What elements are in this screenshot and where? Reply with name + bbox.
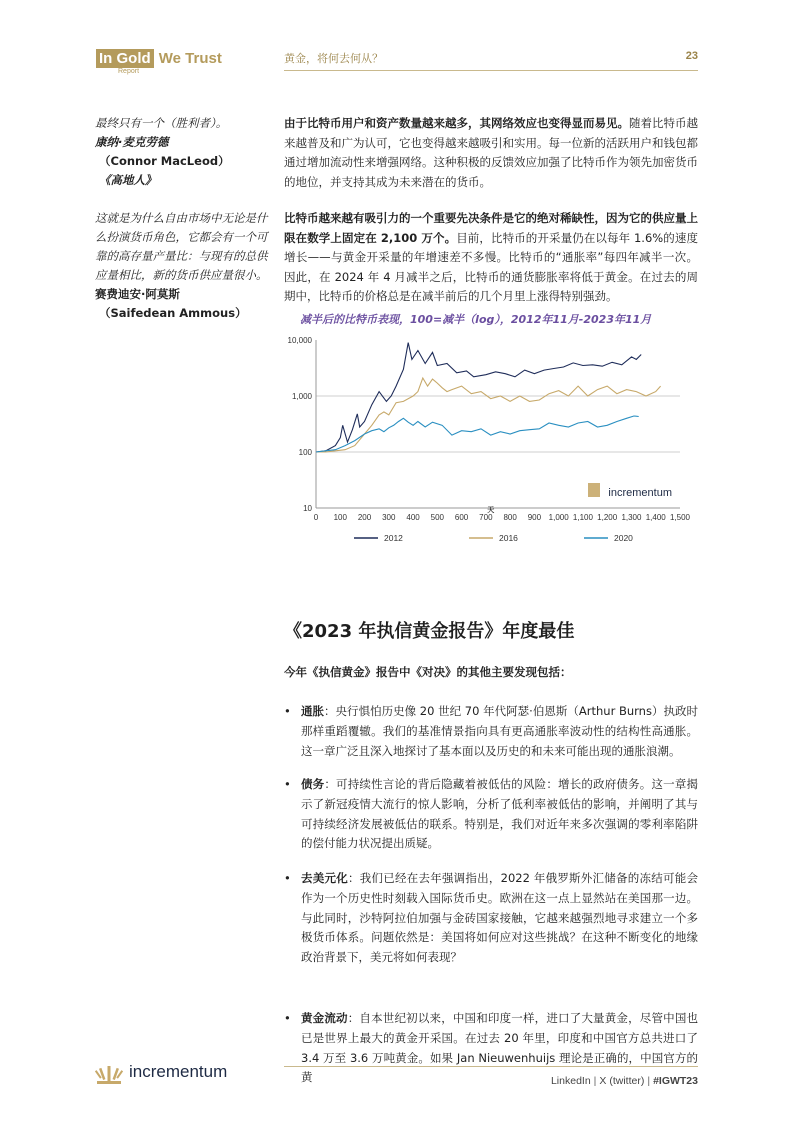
x-tick-label: 1,500 [669, 513, 691, 522]
x-tick-label: 900 [527, 513, 542, 522]
bullet-text: ：可持续性言论的背后隐藏着被低估的风险：增长的政府债务。这一章揭示了新冠疫情大流行的惊人影响，分析了低利率被低估的影响，并阐明了其与可持续经济发展被低估的联系。特别是，我们对近年来多次强调的零利率陷阱的偿付能力状况提出质疑。 [301, 777, 699, 851]
quote-author-en: （Connor MacLeod） [99, 154, 230, 168]
bullet-inflation [284, 702, 698, 761]
incrementum-logo [95, 1060, 235, 1084]
bullet-debt [284, 775, 698, 854]
quote-author-cn: 康纳·麦克劳德 [95, 135, 169, 149]
chart-title: 减半后的比特币表现，100=减半（log），2012年11月-2023年11月 [300, 313, 652, 326]
series-line-2012 [316, 343, 641, 452]
legend-label-2012: 2012 [384, 533, 403, 543]
header-divider [284, 70, 698, 71]
bullet-text: ：央行惧怕历史像 20 世纪 70 年代阿瑟·伯恩斯（Arthur Burns）执政时那样重蹈覆辙。我们的基准情景指向具有更高通胀率波动性的结构性高通胀。这一章广泛且深入地探讨了基本面以及历史的和未来可能出现的通胀浪潮。 [301, 704, 699, 758]
y-tick-label: 1,000 [291, 392, 312, 401]
sidebar-quote-2 [95, 209, 275, 323]
in-gold-we-trust-logo [96, 48, 226, 78]
logo-sub: Report [118, 68, 140, 75]
quote-author-cn: 赛费迪安·阿莫斯 [95, 287, 180, 301]
section-heading: 《2023 年执信黄金报告》年度最佳 [284, 621, 575, 642]
bullet-lead: 债务 [301, 777, 325, 791]
y-tick-label: 10 [303, 504, 312, 513]
quote-line: 么扮演货币角色，它都会有一个可 [95, 230, 268, 244]
footer-links: LinkedIn | X (twitter) | #IGWT23 [550, 1075, 698, 1087]
legend-label-2016: 2016 [499, 533, 518, 543]
x-tick-label: 700 [479, 513, 493, 522]
y-tick-label: 100 [298, 448, 312, 457]
x-tick-label: 800 [503, 513, 517, 522]
x-tick-label: 1,000 [548, 513, 569, 522]
footer-divider [284, 1066, 698, 1067]
sidebar-quote-1 [95, 114, 275, 190]
x-tick-label: 300 [382, 513, 396, 522]
section-intro: 今年《执信黄金》报告中《对决》的其他主要发现包括： [284, 665, 572, 679]
quote-line: 靠的高存量产量比：与现有的总供 [95, 249, 268, 263]
paragraph-lead: 比特币越来越有吸引力的一个重要先决条件是它的绝对稀缺性，因为它的供应量上限在数学上固定在 2,100 万个。 [284, 211, 698, 245]
x-tick-label: 0 [313, 513, 319, 522]
y-tick-label: 10,000 [287, 336, 312, 345]
bullet-dot: • [284, 704, 291, 718]
x-tick-label: 500 [430, 513, 445, 522]
paragraph-network-effect [284, 114, 698, 192]
linkedin-link[interactable]: LinkedIn [550, 1075, 591, 1087]
x-tick-label: 1,400 [645, 513, 666, 522]
halving-performance-chart [284, 330, 698, 552]
x-axis-label: 天 [487, 506, 495, 514]
quote-author-en: （Saifedean Ammous） [99, 306, 247, 320]
logo-main-a: In Gold [96, 49, 154, 68]
bullet-lead: 去美元化 [301, 871, 348, 885]
paragraph-body: 目前，比特币的开采量仍在以每年 1.6%的速度增长——与黄金开采量的年增速差不多慢。比特币的“通胀率”每四年减半一次。因此，在 2024 年 4 月减半之后，比特币的通货膨胀率将低于黄金。在过去的周期中，比特币的价格总是在减半前后的几个月里上涨得特别强劲。 [284, 230, 698, 303]
x-tick-label: 1,300 [621, 513, 642, 522]
x-tick-label: 1,200 [597, 513, 618, 522]
running-header-title: 黄金，将何去何从？ [284, 52, 383, 65]
logo-main-b: We Trust [158, 50, 222, 67]
legend-label-2020: 2020 [614, 533, 633, 543]
bullet-text: ：我们已经在去年强调指出，2022 年俄罗斯外汇储备的冻结可能会作为一个历史性时刻载入国际货币史。欧洲在这一点上显然站在美国那一边。与此同时，沙特阿拉伯加强与金砖国家接触，它越来越强烈地寻求建立一个多极货币体系。问题依然是：美国将如何应对这些挑战？在这种不断变化的地缘政治背景下，美元将如何表现？ [301, 871, 699, 965]
x-tick-label: 600 [454, 513, 469, 522]
bullet-text: ：自本世纪初以来，中国和印度一样，进口了大量黄金，尽管中国也已是世界上最大的黄金开采国。在过去 20 年里，印度和中国官方总共进口了 3.4 万至 3.6 万吨黄金。如果 Jan Nieuwenhuijs 理论是正确的，中国官方的黄 [301, 1011, 699, 1085]
bullet-de-dollarization [284, 869, 698, 968]
bullet-dot: • [284, 1011, 291, 1025]
x-twitter-link[interactable]: X (twitter) [599, 1075, 645, 1087]
quote-line: 这就是为什么自由市场中无论是什 [95, 211, 268, 225]
incrementum-wheat-icon [95, 1060, 123, 1084]
hashtag: #IGWT23 [653, 1075, 698, 1087]
page-number: 23 [685, 50, 698, 62]
bullet-dot: • [284, 871, 291, 885]
chart-watermark: incrementum [608, 487, 672, 499]
paragraph-lead: 由于比特币用户和资产数量越来越多，其网络效应也变得显而易见。 [284, 116, 629, 130]
paragraph-body: 随着比特币越来越普及和广为认可，它也变得越来越吸引和实用。每一位新的活跃用户和钱包都通过增加流动性来增强网络。这种积极的反馈效应加强了比特币作为领先加密货币的地位，并支持其成为未来潜在的货币。 [284, 116, 698, 189]
x-tick-label: 400 [406, 513, 420, 522]
footer-brand: incrementum [129, 1062, 228, 1081]
bullet-lead: 黄金流动 [301, 1011, 348, 1025]
quote-line: 应量相比，新的货币供应量很小。 [95, 268, 268, 282]
bullet-dot: • [284, 777, 291, 791]
quote-text: 最终只有一个（胜利者）。 [95, 116, 228, 130]
x-tick-label: 100 [333, 513, 347, 522]
x-tick-label: 200 [357, 513, 372, 522]
watermark-icon [588, 483, 600, 497]
quote-source: 《高地人》 [99, 173, 157, 187]
bullet-lead: 通胀 [301, 704, 325, 718]
x-tick-label: 1,100 [572, 513, 593, 522]
paragraph-scarcity [284, 209, 698, 307]
